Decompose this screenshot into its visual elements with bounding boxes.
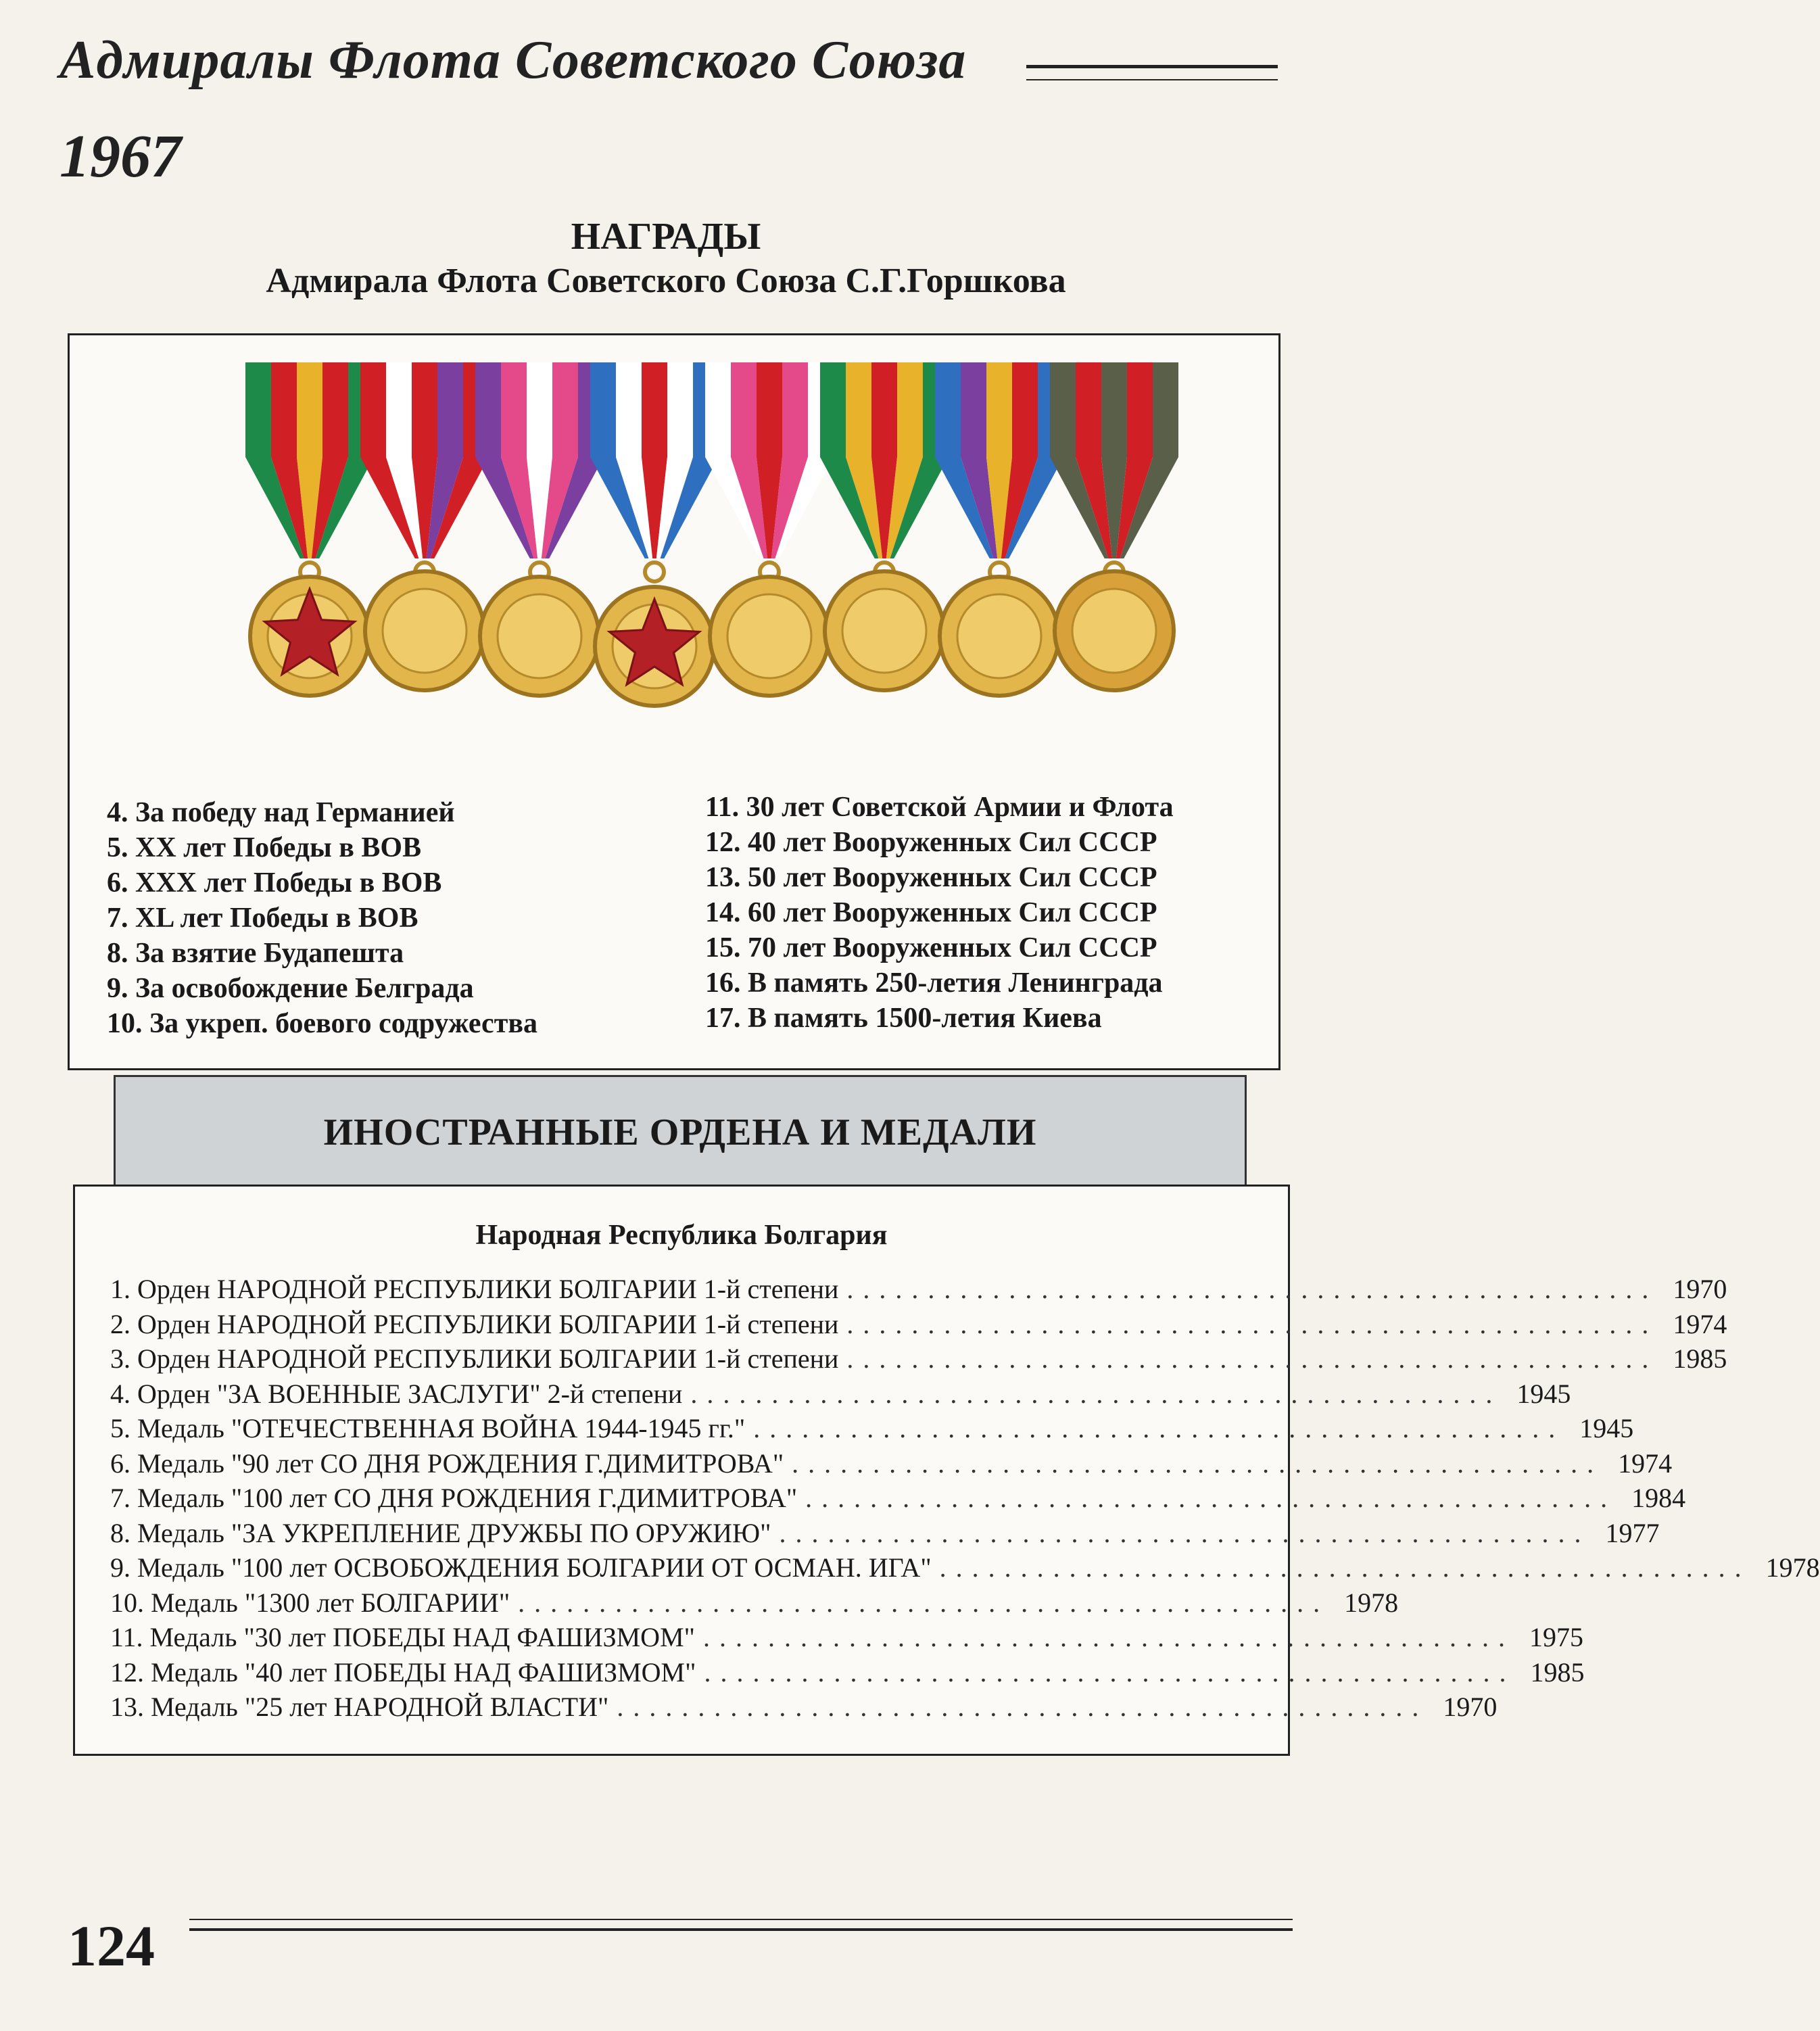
list-item: 8. За взятие Будапешта [107, 938, 404, 969]
foreign-orders-panel [73, 1185, 1820, 1756]
awards-heading: НАГРАДЫ [571, 216, 761, 258]
order-name: 2. Орден НАРОДНОЙ РЕСПУБЛИКИ БОЛГАРИИ 1-й степени [110, 1308, 839, 1339]
order-year: 1970 [1673, 1274, 1727, 1304]
order-name: 13. Медаль "25 лет НАРОДНОЙ ВЛАСТИ" [110, 1692, 609, 1722]
medal-ribbon [245, 362, 374, 558]
leader-dots: .................................................. [690, 1378, 1502, 1409]
leader-dots: .................................................. [846, 1274, 1658, 1304]
header-year: 1967 [59, 123, 181, 190]
order-year: 1978 [1765, 1552, 1820, 1583]
medal-row [250, 563, 1174, 706]
order-name: 3. Орден НАРОДНОЙ РЕСПУБЛИКИ БОЛГАРИИ 1-й степени [110, 1343, 839, 1374]
order-year: 1978 [1344, 1587, 1399, 1618]
order-row [110, 1552, 1820, 1587]
order-year: 1974 [1673, 1308, 1727, 1339]
order-name: 12. Медаль "40 лет ПОБЕДЫ НАД ФАШИЗМОМ" [110, 1656, 696, 1688]
order-year: 1984 [1631, 1483, 1686, 1513]
order-name: 5. Медаль "ОТЕЧЕСТВЕННАЯ ВОЙНА 1944-1945 гг." [110, 1413, 746, 1443]
medal-relief [1072, 589, 1156, 673]
order-row [110, 1343, 1727, 1378]
medal-list-right [705, 790, 1260, 1036]
medal-photo [225, 362, 1192, 755]
medal-ribbon [935, 362, 1063, 558]
medal-ring [645, 563, 664, 581]
order-year: 1945 [1579, 1413, 1634, 1443]
leader-dots: .................................................. [704, 1656, 1516, 1688]
list-item: 7. XL лет Победы в ВОВ [107, 903, 418, 934]
order-row [110, 1273, 1727, 1308]
list-item: 13. 50 лет Вооруженных Сил СССР [705, 862, 1157, 893]
order-row [110, 1482, 1686, 1517]
section-title: ИНОСТРАННЫЕ ОРДЕНА И МЕДАЛИ [323, 1112, 1037, 1153]
leader-dots: .................................................. [805, 1483, 1617, 1513]
order-name: 8. Медаль "ЗА УКРЕПЛЕНИЕ ДРУЖБЫ ПО ОРУЖИЮ" [110, 1517, 771, 1548]
medal-relief [383, 589, 466, 673]
medal-list-left [107, 795, 688, 1041]
list-item: 16. В память 250-летия Ленинграда [705, 967, 1163, 999]
order-row [110, 1448, 1673, 1483]
order-row [110, 1517, 1660, 1552]
order-row [110, 1587, 1399, 1622]
list-item: 5. XX лет Победы в ВОВ [107, 832, 422, 863]
order-year: 1977 [1605, 1517, 1660, 1548]
awards-subheading: Адмирала Флота Советского Союза С.Г.Горшкова [266, 262, 1066, 300]
footer-rule [189, 1919, 1293, 1931]
medal-ribbon [590, 362, 719, 558]
section-banner [114, 1075, 1247, 1190]
leader-dots: .................................................. [753, 1413, 1565, 1443]
leader-dots: .................................................. [518, 1587, 1330, 1618]
leader-dots: .................................................. [792, 1448, 1604, 1479]
medal-ribbon [475, 362, 604, 558]
list-item: 14. 60 лет Вооруженных Сил СССР [705, 897, 1157, 928]
order-year: 1945 [1516, 1378, 1571, 1409]
leader-dots: .................................................. [846, 1343, 1658, 1374]
order-row [110, 1691, 1498, 1726]
list-item: 15. 70 лет Вооруженных Сил СССР [705, 932, 1157, 963]
medal-ribbon [360, 362, 489, 558]
orders-list [110, 1273, 1820, 1726]
medal-ribbon [820, 362, 949, 558]
list-item: 11. 30 лет Советской Армии и Флота [705, 792, 1174, 823]
list-item: 10. За укреп. боевого содружества [107, 1008, 538, 1039]
order-row [110, 1378, 1571, 1413]
order-name: 4. Орден "ЗА ВОЕННЫЕ ЗАСЛУГИ" 2-й степени [110, 1378, 683, 1409]
header-rule [1026, 65, 1278, 80]
country-title: Народная Республика Болгария [475, 1220, 888, 1251]
order-name: 1. Орден НАРОДНОЙ РЕСПУБЛИКИ БОЛГАРИИ 1-й степени [110, 1274, 839, 1304]
leader-dots: .................................................. [779, 1517, 1591, 1548]
leader-dots: .................................................. [702, 1622, 1514, 1652]
order-row [110, 1308, 1727, 1343]
order-name: 6. Медаль "90 лет СО ДНЯ РОЖДЕНИЯ Г.ДИМИТРОВА" [110, 1448, 784, 1479]
list-item: 6. XXX лет Победы в ВОВ [107, 867, 442, 899]
medal-ribbon [1050, 362, 1178, 558]
medal-relief [842, 589, 926, 673]
order-year: 1985 [1673, 1343, 1727, 1374]
order-row [110, 1656, 1585, 1692]
medal-ribbon [705, 362, 834, 558]
order-year: 1985 [1530, 1656, 1585, 1688]
list-item: 4. За победу над Германией [107, 797, 455, 828]
order-row [110, 1412, 1634, 1448]
order-name: 10. Медаль "1300 лет БОЛГАРИИ" [110, 1587, 510, 1618]
ribbon-bar [245, 362, 1178, 558]
page-number: 124 [68, 1913, 155, 1978]
list-item: 17. В память 1500-летия Киева [705, 1003, 1102, 1034]
page-title: Адмиралы Флота Советского Союза [59, 30, 967, 90]
medal-panel [68, 333, 1280, 1070]
order-year: 1974 [1618, 1448, 1673, 1479]
order-name: 11. Медаль "30 лет ПОБЕДЫ НАД ФАШИЗМОМ" [110, 1622, 695, 1652]
order-year: 1975 [1529, 1622, 1583, 1652]
list-item: 9. За освобождение Белграда [107, 973, 474, 1004]
leader-dots: .................................................. [846, 1308, 1658, 1339]
order-row [110, 1621, 1583, 1656]
leader-dots: .................................................. [939, 1552, 1751, 1583]
medal-relief [498, 594, 581, 678]
medal-relief [727, 594, 811, 678]
list-item: 12. 40 лет Вооруженных Сил СССР [705, 827, 1157, 858]
leader-dots: .................................................. [617, 1692, 1429, 1722]
order-year: 1970 [1443, 1692, 1498, 1722]
order-name: 7. Медаль "100 лет СО ДНЯ РОЖДЕНИЯ Г.ДИМИТРОВА" [110, 1483, 798, 1513]
order-name: 9. Медаль "100 лет ОСВОБОЖДЕНИЯ БОЛГАРИИ ОТ ОСМАН. ИГА" [110, 1552, 932, 1583]
medal-relief [957, 594, 1041, 678]
